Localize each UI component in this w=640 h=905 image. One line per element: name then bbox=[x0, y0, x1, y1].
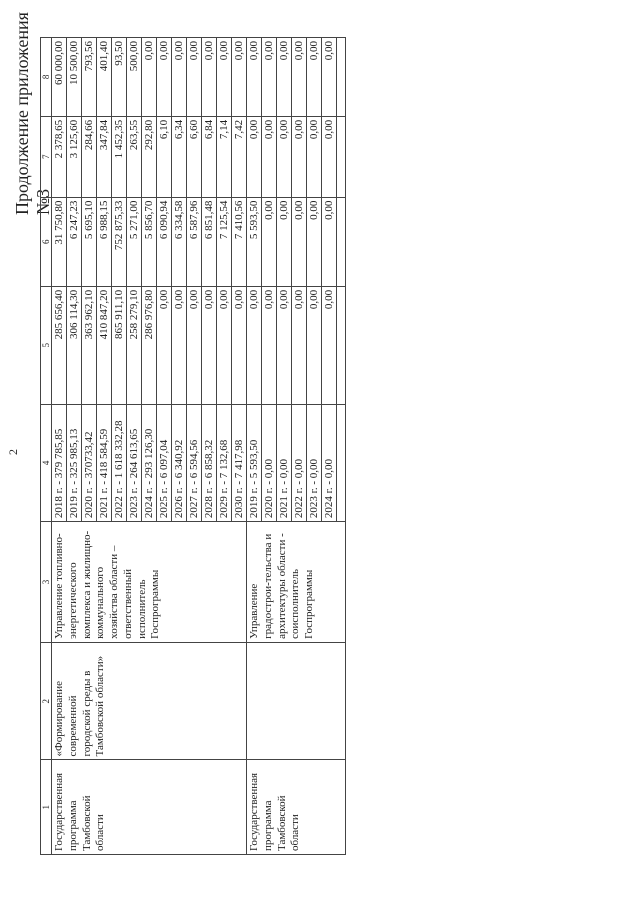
amount-cell: 0,00 bbox=[322, 197, 337, 286]
amount-cell: 6 988,15 bbox=[97, 197, 112, 286]
column-number: 8 bbox=[41, 38, 52, 117]
amount-cell: 401,40 bbox=[97, 38, 112, 117]
amount-cell: 93,50 bbox=[112, 38, 127, 117]
amount-cell: 0,00 bbox=[262, 197, 277, 286]
amount-cell: 10 500,00 bbox=[67, 38, 82, 117]
year-total-cell: 2024 г. - 293 126,30 bbox=[142, 404, 157, 522]
column-number: 6 bbox=[41, 197, 52, 286]
column-number-row bbox=[41, 38, 52, 855]
amount-cell: 6 851,48 bbox=[202, 197, 217, 286]
empty-cell bbox=[337, 116, 346, 197]
amount-cell: 0,00 bbox=[277, 286, 292, 404]
amount-cell: 0,00 bbox=[217, 38, 232, 117]
year-total-cell: 2019 г. - 5 593,50 bbox=[247, 404, 262, 522]
amount-cell: 6,10 bbox=[157, 116, 172, 197]
amount-cell: 363 962,10 bbox=[82, 286, 97, 404]
empty-cell bbox=[337, 197, 346, 286]
amount-cell: 0,00 bbox=[172, 286, 187, 404]
executor-cell: Управление градострои-тельства и архитектуры области - соисполнитель Госпрограммы bbox=[247, 522, 346, 643]
executor-cell: Управление топливно-энергетического комплекса и жилищно-коммунального хозяйства области – ответственный исполнитель Госпрограммы bbox=[52, 522, 247, 643]
amount-cell: 0,00 bbox=[187, 286, 202, 404]
amount-cell: 0,00 bbox=[232, 38, 247, 117]
empty-cell bbox=[337, 404, 346, 522]
amount-cell: 0,00 bbox=[292, 38, 307, 117]
year-total-cell: 2030 г. - 7 417,98 bbox=[232, 404, 247, 522]
amount-cell: 0,00 bbox=[292, 116, 307, 197]
amount-cell: 410 847,20 bbox=[97, 286, 112, 404]
amount-cell: 306 114,30 bbox=[67, 286, 82, 404]
amount-cell: 6,60 bbox=[187, 116, 202, 197]
year-total-cell: 2018 г. - 379 785,85 bbox=[52, 404, 67, 522]
column-number: 7 bbox=[41, 116, 52, 197]
amount-cell: 6,84 bbox=[202, 116, 217, 197]
appendix-table bbox=[40, 37, 346, 855]
amount-cell: 0,00 bbox=[262, 116, 277, 197]
amount-cell: 0,00 bbox=[322, 116, 337, 197]
column-number: 4 bbox=[41, 404, 52, 522]
amount-cell: 0,00 bbox=[262, 286, 277, 404]
year-total-cell: 2021 г. - 0,00 bbox=[277, 404, 292, 522]
amount-cell: 292,80 bbox=[142, 116, 157, 197]
column-number: 2 bbox=[41, 642, 52, 760]
year-total-cell: 2020 г. - 0,00 bbox=[262, 404, 277, 522]
amount-cell: 0,00 bbox=[202, 286, 217, 404]
column-number: 1 bbox=[41, 760, 52, 855]
amount-cell: 0,00 bbox=[187, 38, 202, 117]
year-total-cell: 2023 г. - 0,00 bbox=[307, 404, 322, 522]
amount-cell: 0,00 bbox=[322, 286, 337, 404]
amount-cell: 6 587,96 bbox=[187, 197, 202, 286]
amount-cell: 2 378,65 bbox=[52, 116, 67, 197]
program-name-cell bbox=[247, 642, 346, 760]
empty-cell bbox=[337, 286, 346, 404]
table-row bbox=[247, 38, 262, 855]
amount-cell: 7,14 bbox=[217, 116, 232, 197]
year-total-cell: 2022 г. - 1 618 332,28 bbox=[112, 404, 127, 522]
amount-cell: 0,00 bbox=[277, 38, 292, 117]
amount-cell: 0,00 bbox=[307, 116, 322, 197]
amount-cell: 500,00 bbox=[127, 38, 142, 117]
amount-cell: 5 271,00 bbox=[127, 197, 142, 286]
amount-cell: 0,00 bbox=[262, 38, 277, 117]
amount-cell: 865 911,10 bbox=[112, 286, 127, 404]
amount-cell: 286 976,80 bbox=[142, 286, 157, 404]
year-total-cell: 2021 г. - 418 584,59 bbox=[97, 404, 112, 522]
column-number: 5 bbox=[41, 286, 52, 404]
program-type-cell: Государственная программа Тамбовской области bbox=[52, 760, 247, 855]
amount-cell: 5 695,10 bbox=[82, 197, 97, 286]
year-total-cell: 2028 г. - 6 858,32 bbox=[202, 404, 217, 522]
amount-cell: 7 125,54 bbox=[217, 197, 232, 286]
empty-cell bbox=[337, 38, 346, 117]
amount-cell: 0,00 bbox=[247, 286, 262, 404]
amount-cell: 0,00 bbox=[292, 197, 307, 286]
year-total-cell: 2024 г. - 0,00 bbox=[322, 404, 337, 522]
amount-cell: 7,42 bbox=[232, 116, 247, 197]
amount-cell: 31 750,80 bbox=[52, 197, 67, 286]
year-total-cell: 2027 г. - 6 594,56 bbox=[187, 404, 202, 522]
amount-cell: 0,00 bbox=[202, 38, 217, 117]
amount-cell: 1 452,35 bbox=[112, 116, 127, 197]
amount-cell: 258 279,10 bbox=[127, 286, 142, 404]
amount-cell: 793,56 bbox=[82, 38, 97, 117]
page-number: 2 bbox=[6, 449, 20, 455]
year-total-cell: 2023 г. - 264 613,65 bbox=[127, 404, 142, 522]
amount-cell: 0,00 bbox=[142, 38, 157, 117]
amount-cell: 5 593,50 bbox=[247, 197, 262, 286]
amount-cell: 0,00 bbox=[172, 38, 187, 117]
amount-cell: 0,00 bbox=[307, 38, 322, 117]
amount-cell: 263,55 bbox=[127, 116, 142, 197]
amount-cell: 0,00 bbox=[277, 197, 292, 286]
amount-cell: 0,00 bbox=[307, 286, 322, 404]
program-type-cell: Государственная программа Тамбовской области bbox=[247, 760, 346, 855]
year-total-cell: 2022 г. - 0,00 bbox=[292, 404, 307, 522]
table-row bbox=[52, 38, 67, 855]
amount-cell: 0,00 bbox=[157, 286, 172, 404]
amount-cell: 0,00 bbox=[292, 286, 307, 404]
year-total-cell: 2026 г. - 6 340,92 bbox=[172, 404, 187, 522]
amount-cell: 6,34 bbox=[172, 116, 187, 197]
amount-cell: 0,00 bbox=[232, 286, 247, 404]
amount-cell: 6 090,94 bbox=[157, 197, 172, 286]
amount-cell: 0,00 bbox=[322, 38, 337, 117]
amount-cell: 6 247,23 bbox=[67, 197, 82, 286]
year-total-cell: 2019 г. - 325 985,13 bbox=[67, 404, 82, 522]
amount-cell: 7 410,56 bbox=[232, 197, 247, 286]
amount-cell: 0,00 bbox=[157, 38, 172, 117]
amount-cell: 0,00 bbox=[247, 116, 262, 197]
amount-cell: 0,00 bbox=[307, 197, 322, 286]
amount-cell: 60 000,00 bbox=[52, 38, 67, 117]
year-total-cell: 2020 г. - 370733,42 bbox=[82, 404, 97, 522]
amount-cell: 0,00 bbox=[217, 286, 232, 404]
amount-cell: 347,84 bbox=[97, 116, 112, 197]
amount-cell: 5 856,70 bbox=[142, 197, 157, 286]
amount-cell: 752 875,33 bbox=[112, 197, 127, 286]
year-total-cell: 2029 г. - 7 132,68 bbox=[217, 404, 232, 522]
program-name-cell: «Формирование современной городской среды в Тамбовской области» bbox=[52, 642, 247, 760]
column-number: 3 bbox=[41, 522, 52, 643]
amount-cell: 6 334,58 bbox=[172, 197, 187, 286]
amount-cell: 3 125,60 bbox=[67, 116, 82, 197]
amount-cell: 285 656,40 bbox=[52, 286, 67, 404]
amount-cell: 0,00 bbox=[247, 38, 262, 117]
amount-cell: 0,00 bbox=[277, 116, 292, 197]
amount-cell: 284,66 bbox=[82, 116, 97, 197]
year-total-cell: 2025 г. - 6 097,04 bbox=[157, 404, 172, 522]
page-heading: Продолжение приложения №3 bbox=[12, 12, 53, 215]
